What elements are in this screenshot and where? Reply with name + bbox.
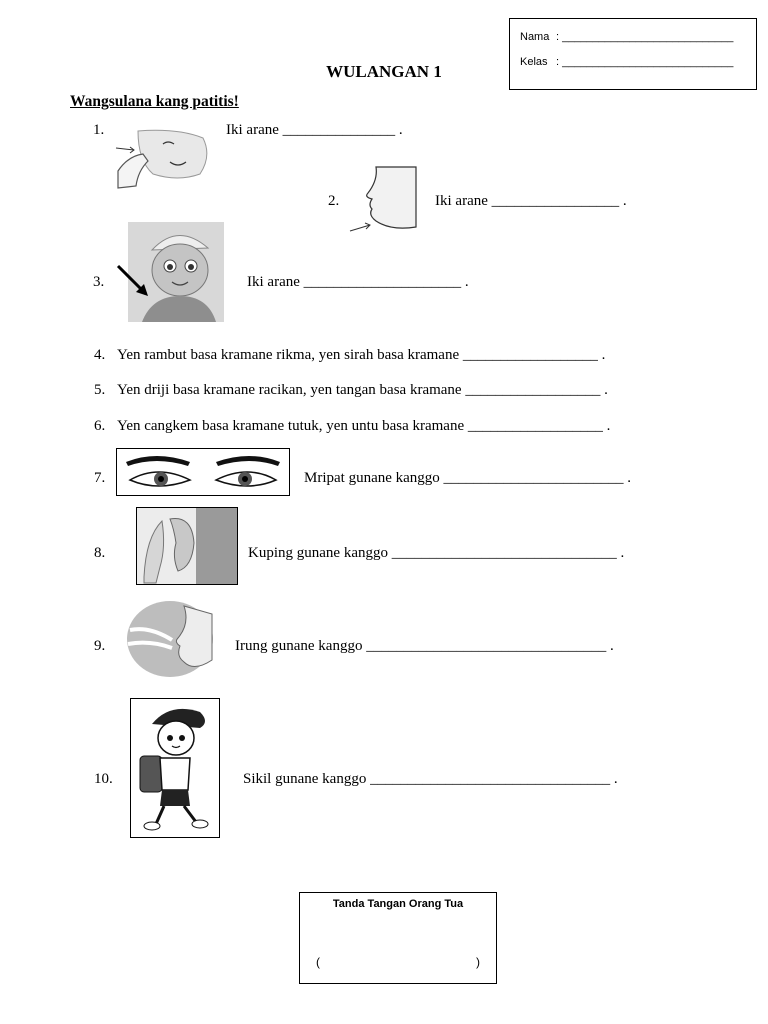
question-7-number: 7. [94, 470, 106, 486]
question-10-text: Sikil gunane kanggo ________________________________ . [243, 771, 618, 787]
question-6-text: Yen cangkem basa kramane tutuk, yen untu basa kramane __________________ . [117, 418, 611, 434]
nose-profile-icon [346, 165, 418, 235]
smelling-nose-icon [126, 600, 214, 678]
question-3-text: Iki arane _____________________ . [247, 274, 469, 290]
parent-signature-box[interactable] [299, 892, 497, 984]
question-8-text: Kuping gunane kanggo ______________________________ . [248, 545, 625, 561]
name-label: Nama [520, 31, 550, 43]
question-2-number: 2. [328, 193, 340, 209]
signature-open-paren: ( [316, 955, 320, 969]
question-4-number: 4. [94, 347, 106, 363]
class-label: Kelas [520, 56, 548, 68]
class-field[interactable]: : ____________________________ [556, 56, 734, 68]
question-6-number: 6. [94, 418, 106, 434]
question-1-number: 1. [93, 122, 105, 138]
question-3-number: 3. [93, 274, 105, 290]
name-field[interactable]: : ____________________________ [556, 31, 734, 43]
boy-cartoon-icon [112, 222, 224, 322]
question-9-text: Irung gunane kanggo ________________________________ . [235, 638, 614, 654]
question-10-number: 10. [94, 771, 113, 787]
eye-pointing-icon [108, 126, 212, 194]
signature-title: Tanda Tangan Orang Tua [332, 898, 464, 910]
instruction-heading: Wangsulana kang patitis! [70, 93, 239, 110]
question-2-text: Iki arane _________________ . [435, 193, 627, 209]
question-5-number: 5. [94, 382, 106, 398]
signature-close-paren: ) [476, 955, 480, 969]
eyes-icon [116, 448, 290, 496]
question-4-text: Yen rambut basa kramane rikma, yen sirah basa kramane __________________ . [117, 347, 606, 363]
page-title: WULANGAN 1 [326, 62, 442, 81]
ear-hand-icon [136, 507, 238, 585]
question-9-number: 9. [94, 638, 106, 654]
question-5-text: Yen driji basa kramane racikan, yen tangan basa kramane __________________ . [117, 382, 608, 398]
question-7-text: Mripat gunane kanggo ________________________ . [304, 470, 632, 486]
question-1-text: Iki arane _______________ . [226, 122, 403, 138]
name-row [520, 31, 733, 43]
question-8-number: 8. [94, 545, 106, 561]
walking-boy-icon [130, 698, 220, 838]
